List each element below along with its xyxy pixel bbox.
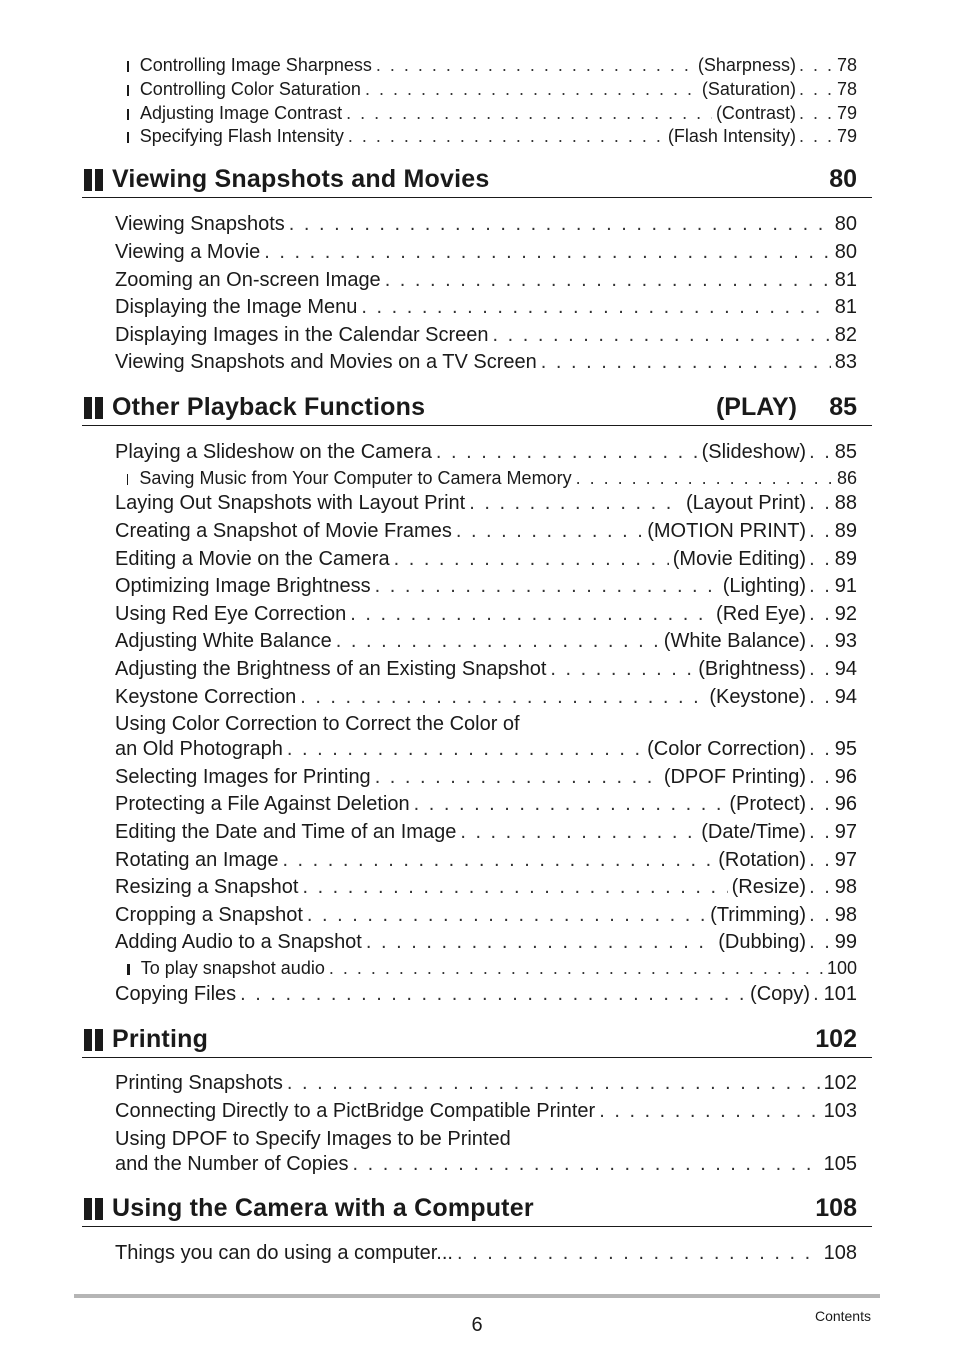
entry-label-line1[interactable]: Using DPOF to Specify Images to be Printed: [115, 1128, 511, 1150]
toc-entry[interactable]: Cropping a Snapshot . . . (Trimming) . . 98: [115, 903, 857, 927]
entry-tag: (Color Correction): [647, 738, 807, 760]
toc-entry[interactable]: Controlling Image Sharpness . . . (Sharpness) . . . 78: [127, 54, 857, 76]
entry-label: Copying Files: [115, 983, 237, 1005]
entry-tag: (Contrast): [715, 103, 796, 123]
dot-leader: [376, 54, 694, 76]
section-header[interactable]: [82, 167, 872, 198]
toc-entry[interactable]: [115, 212, 857, 236]
entry-page: 85: [834, 441, 857, 463]
dot-leader: [394, 547, 669, 571]
entry-label: Adjusting White Balance: [115, 630, 332, 652]
section-page: 102: [815, 1025, 857, 1053]
toc-entry[interactable]: [115, 240, 857, 264]
dot-leader: [365, 78, 698, 100]
entry-page: 92: [834, 603, 857, 625]
section-marker-icon: [84, 1198, 104, 1220]
entry-tag: (Rotation): [718, 849, 807, 871]
entry-tag: (White Balance): [663, 630, 807, 652]
toc-entry[interactable]: Adjusting White Balance . . . (White Balance) . . 93: [115, 629, 857, 653]
toc-entry[interactable]: Selecting Images for Printing . . . (DPOF Printing) . . 96: [115, 765, 857, 789]
toc-entry[interactable]: Copying Files . . . (Copy) . 101: [115, 982, 857, 1006]
section-header[interactable]: [82, 1027, 872, 1058]
section-page: 108: [815, 1194, 857, 1222]
toc-entry[interactable]: [115, 350, 857, 374]
dot-leader: [348, 125, 664, 147]
entry-label: Connecting Directly to a PictBridge Compatible Printer: [115, 1100, 596, 1122]
entry-page: 91: [834, 575, 857, 597]
entry-page: 81: [834, 269, 857, 291]
dot-leader: [456, 519, 643, 543]
toc-entry[interactable]: Adjusting Image Contrast . . . (Contrast) . . . 79: [127, 102, 857, 124]
entry-label: Viewing a Movie: [115, 241, 261, 263]
entry-page: 108: [823, 1242, 857, 1264]
dot-leader: [541, 350, 831, 374]
dot-leader: [361, 295, 830, 319]
entry-tag: (Dubbing): [718, 931, 807, 953]
entry-label: Adding Audio to a Snapshot: [115, 931, 362, 953]
entry-page: 86: [836, 468, 857, 488]
entry-tag: (Copy): [750, 983, 811, 1005]
entry-label: Displaying Images in the Calendar Screen: [115, 324, 489, 346]
section-title: Using the Camera with a Computer: [112, 1194, 534, 1222]
page-number: 6: [471, 1314, 483, 1336]
toc-entry[interactable]: Keystone Correction . . . (Keystone) . . 94: [115, 685, 857, 709]
section-page: 85: [829, 393, 857, 421]
entry-page: 78: [836, 55, 857, 75]
dot-leader: [300, 685, 705, 709]
toc-entry[interactable]: Editing the Date and Time of an Image . . . (Date/Time) . . 97: [115, 820, 857, 844]
dot-leader: [240, 982, 746, 1006]
entry-tag: (Flash Intensity): [667, 126, 796, 146]
toc-entry[interactable]: [115, 1099, 857, 1123]
section-marker-icon: [84, 169, 104, 191]
entry-label: To play snapshot audio: [140, 958, 325, 978]
section-title: Printing: [112, 1025, 209, 1053]
entry-label: Things you can do using a computer...: [115, 1242, 453, 1264]
toc-entry[interactable]: Using Red Eye Correction . . . (Red Eye) . . 92: [115, 602, 857, 626]
dot-leader: [599, 1099, 819, 1123]
entry-label: Keystone Correction: [115, 686, 297, 708]
entry-tag: (Sharpness): [697, 55, 796, 75]
toc-entry[interactable]: Editing a Movie on the Camera . . . (Movie Editing) . . 89: [115, 547, 857, 571]
dot-leader: [576, 467, 833, 489]
entry-label: Protecting a File Against Deletion: [115, 793, 410, 815]
dot-leader: [550, 657, 694, 681]
entry-page: 78: [836, 79, 857, 99]
toc-entry[interactable]: Resizing a Snapshot . . . (Resize) . . 98: [115, 875, 857, 899]
square-bullet-icon: [127, 109, 129, 120]
entry-page: 82: [834, 324, 857, 346]
toc-entry[interactable]: Controlling Color Saturation . . . (Saturation) . . . 78: [127, 78, 857, 100]
entry-label: Specifying Flash Intensity: [139, 126, 344, 146]
entry-tag: (Brightness): [698, 658, 807, 680]
dot-leader: [264, 240, 830, 264]
entry-page: 88: [834, 492, 857, 514]
entry-page: 96: [834, 766, 857, 788]
entry-tag: (DPOF Printing): [663, 766, 807, 788]
dot-leader: [375, 574, 719, 598]
toc-entry[interactable]: Optimizing Image Brightness . . . (Lighting) . . 91: [115, 574, 857, 598]
entry-page: 83: [834, 351, 857, 373]
toc-entry[interactable]: [115, 268, 857, 292]
toc-entry[interactable]: Adjusting the Brightness of an Existing Snapshot . . . (Brightness) . . 94: [115, 657, 857, 681]
toc-entry[interactable]: Playing a Slideshow on the Camera . . . (Slideshow) . . 85: [115, 440, 857, 464]
entry-label: Playing a Slideshow on the Camera: [115, 441, 432, 463]
entry-tag: (Saturation): [701, 79, 796, 99]
entry-tag: (Keystone): [709, 686, 807, 708]
entry-page: 99: [834, 931, 857, 953]
toc-entry[interactable]: an Old Photograph . . . (Color Correction) . . 95: [115, 737, 857, 761]
entry-tag: (Resize): [731, 876, 807, 898]
entry-label: Printing Snapshots: [115, 1072, 283, 1094]
entry-label: Editing the Date and Time of an Image: [115, 821, 457, 843]
entry-tag: (MOTION PRINT): [647, 520, 807, 542]
entry-page: 93: [834, 630, 857, 652]
dot-leader: [346, 102, 712, 124]
toc-entry[interactable]: Laying Out Snapshots with Layout Print . . . (Layout Print) . . 88: [115, 491, 857, 515]
entry-label: Laying Out Snapshots with Layout Print: [115, 492, 466, 514]
entry-page: 101: [823, 983, 857, 1005]
entry-tag: (Date/Time): [701, 821, 807, 843]
entry-page: 80: [834, 213, 857, 235]
toc-subentry[interactable]: [127, 467, 857, 489]
entry-label: Viewing Snapshots: [115, 213, 285, 235]
entry-page: 103: [823, 1100, 857, 1122]
dot-leader: [336, 629, 660, 653]
dot-leader: [457, 1241, 820, 1265]
section-marker-icon: [84, 1029, 104, 1051]
section-header[interactable]: [82, 395, 872, 426]
toc-entry[interactable]: Rotating an Image . . . (Rotation) . . 97: [115, 848, 857, 872]
entry-page: 98: [834, 876, 857, 898]
square-bullet-icon: [127, 964, 130, 975]
entry-tag: (Layout Print): [686, 492, 807, 514]
entry-label: Editing a Movie on the Camera: [115, 548, 390, 570]
entry-page: 80: [834, 241, 857, 263]
footer-section-label: Contents: [814, 1308, 871, 1324]
entry-label: Selecting Images for Printing: [115, 766, 371, 788]
toc-entry[interactable]: Protecting a File Against Deletion . . . (Protect) . . 96: [115, 792, 857, 816]
entry-page: 79: [836, 126, 857, 146]
entry-label: an Old Photograph: [115, 738, 283, 760]
entry-page: 100: [826, 958, 857, 978]
section-title: Viewing Snapshots and Movies: [112, 165, 490, 193]
entry-tag: (Protect): [729, 793, 807, 815]
entry-page: 81: [834, 296, 857, 318]
entry-page: 102: [823, 1072, 857, 1094]
section-marker-icon: [84, 397, 104, 419]
entry-label: Adjusting Image Contrast: [140, 103, 343, 123]
toc-entry[interactable]: [115, 1241, 857, 1265]
entry-tag: (Trimming): [710, 904, 807, 926]
dot-leader: [469, 491, 682, 515]
section-tag: (PLAY): [715, 393, 797, 421]
square-bullet-icon: [127, 61, 129, 72]
square-bullet-icon: [127, 474, 128, 485]
dot-leader: [350, 602, 712, 626]
dot-leader: [414, 792, 726, 816]
entry-page: 79: [836, 103, 857, 123]
square-bullet-icon: [127, 132, 129, 143]
entry-label: and the Number of Copies: [115, 1153, 349, 1175]
entry-label: Using Red Eye Correction: [115, 603, 347, 625]
entry-page: 94: [834, 658, 857, 680]
entry-label: Optimizing Image Brightness: [115, 575, 371, 597]
dot-leader: [289, 212, 831, 236]
dot-leader: [436, 440, 698, 464]
entry-label: Zooming an On-screen Image: [115, 269, 381, 291]
dot-leader: [352, 1152, 819, 1176]
entry-tag: (Movie Editing): [672, 548, 807, 570]
toc-entry[interactable]: [115, 323, 857, 347]
entry-label: Creating a Snapshot of Movie Frames: [115, 520, 452, 542]
dot-leader: [329, 957, 823, 979]
entry-page: 105: [823, 1153, 857, 1175]
entry-label: Viewing Snapshots and Movies on a TV Screen: [115, 351, 537, 373]
dot-leader: [282, 848, 714, 872]
dot-leader: [385, 268, 831, 292]
toc-entry[interactable]: Adding Audio to a Snapshot . . . (Dubbing) . . 99: [115, 930, 857, 954]
entry-label: Displaying the Image Menu: [115, 296, 358, 318]
square-bullet-icon: [127, 85, 129, 96]
entry-label: Rotating an Image: [115, 849, 279, 871]
entry-page: 94: [834, 686, 857, 708]
entry-page: 89: [834, 520, 857, 542]
dot-leader: [366, 930, 714, 954]
entry-label: Saving Music from Your Computer to Camera Memory: [139, 468, 572, 488]
entry-label: Resizing a Snapshot: [115, 876, 299, 898]
entry-page: 89: [834, 548, 857, 570]
section-title: Other Playback Functions: [112, 393, 426, 421]
toc-entry[interactable]: [115, 1152, 857, 1176]
entry-page: 95: [834, 738, 857, 760]
section-header[interactable]: [82, 1196, 872, 1227]
entry-page: 96: [834, 793, 857, 815]
toc-entry[interactable]: Creating a Snapshot of Movie Frames . . . (MOTION PRINT) . . 89: [115, 519, 857, 543]
dot-leader: [375, 765, 660, 789]
entry-page: 98: [834, 904, 857, 926]
entry-label: Controlling Color Saturation: [139, 79, 361, 99]
entry-tag: (Red Eye): [716, 603, 807, 625]
toc-entry[interactable]: Specifying Flash Intensity . . . (Flash Intensity) . . . 79: [127, 125, 857, 147]
dot-leader: [493, 323, 831, 347]
entry-page: 97: [834, 849, 857, 871]
entry-tag: (Lighting): [722, 575, 807, 597]
toc-entry[interactable]: [115, 1071, 857, 1095]
toc-subentry[interactable]: [127, 957, 857, 979]
footer-divider: [74, 1294, 880, 1298]
entry-tag: (Slideshow): [701, 441, 807, 463]
section-page: 80: [829, 165, 857, 193]
entry-label: Adjusting the Brightness of an Existing Snapshot: [115, 658, 547, 680]
entry-label: Controlling Image Sharpness: [139, 55, 372, 75]
entry-page: 97: [834, 821, 857, 843]
entry-label: Cropping a Snapshot: [115, 904, 303, 926]
dot-leader: [460, 820, 697, 844]
dot-leader: [287, 1071, 820, 1095]
dot-leader: [307, 903, 706, 927]
dot-leader: [302, 875, 727, 899]
entry-label-line1[interactable]: Using Color Correction to Correct the Color of: [115, 713, 520, 735]
dot-leader: [287, 737, 643, 761]
toc-entry[interactable]: [115, 295, 857, 319]
